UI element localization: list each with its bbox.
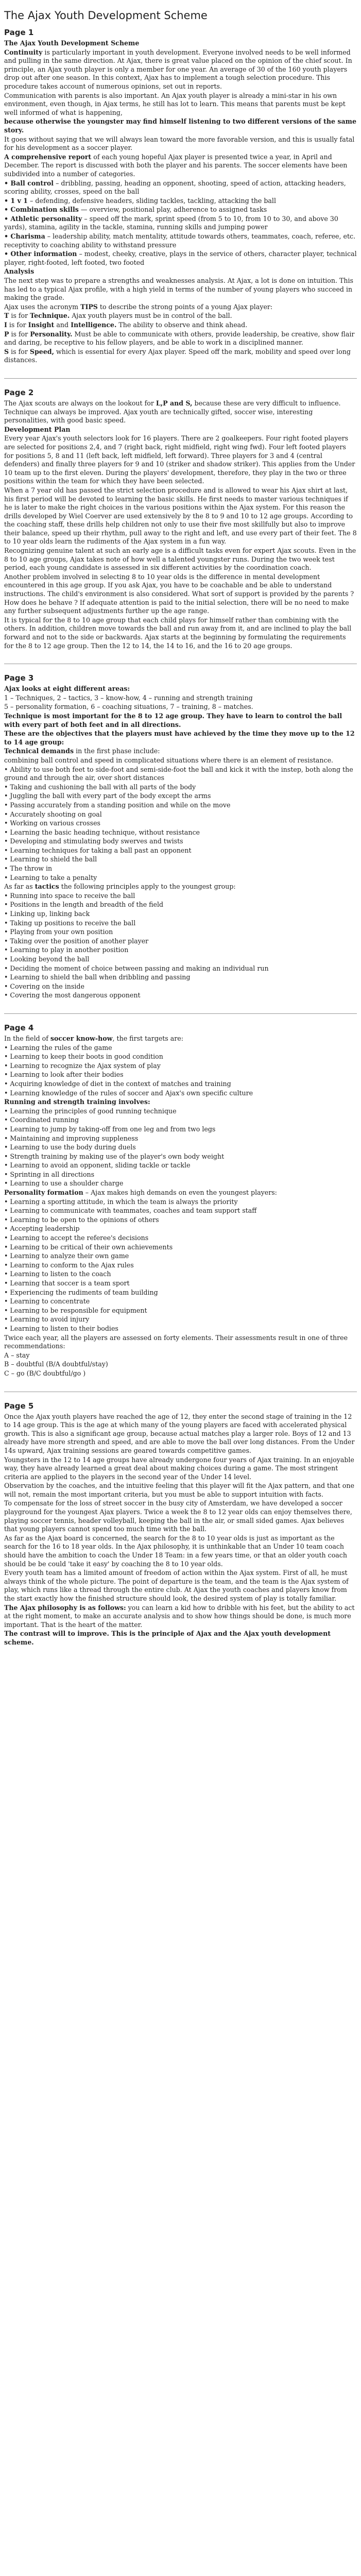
paragraph: • Linking up, linking back: [4, 910, 90, 918]
page-heading: Page 4: [4, 1023, 34, 1032]
paragraph: Observation by the coaches, and the intuitive feeling that this player will fit the Ajax pattern, and that one will not, remain the most important criteria, but you must be able to support intuition with facts.: [4, 1482, 354, 1498]
paragraph: • Learning to communicate with teammates, coaches and team support staff: [4, 1207, 257, 1215]
paragraph: • Taking over the position of another player: [4, 937, 149, 945]
paragraph: [4, 48, 357, 91]
text-run: to describe the strong points of a young Ajax player:: [97, 302, 273, 311]
paragraph: • Learning the principles of good running technique: [4, 1107, 177, 1115]
page-section: [4, 673, 357, 1000]
bold-text: • Charisma: [4, 232, 45, 241]
paragraph: • Ability to use both feet to side-foot and semi-side-foot the ball and kick it with the instep, both along the ground and through the air, over short distances: [4, 765, 353, 782]
paragraph: • Juggling the ball with every part of the body except the arms: [4, 792, 211, 800]
paragraph: • Learning to recognize the Ajax system of play: [4, 1061, 161, 1070]
paragraph: • Learning to avoid injury: [4, 1315, 90, 1324]
bold-text: Continuity: [4, 48, 43, 56]
paragraph: Development Plan: [4, 425, 71, 433]
bold-text: P: [4, 330, 9, 338]
paragraph: It goes without saying that we will always lean toward the more favorable version, and this is usually fatal for his development as a soccer player.: [4, 135, 355, 152]
paragraph: [4, 303, 357, 312]
paragraph: • Learning to conform to the Ajax rules: [4, 1261, 134, 1269]
paragraph: [4, 179, 357, 196]
text-run: is for: [9, 347, 30, 355]
paragraph: Another problem involved in selecting 8 to 10 year olds is the difference in mental development encountered in this age group. If you ask Ajax, you have to be coachable and be able to understand instructions. The child's environment is also considered. What sort of support is provided by the parents ? How does he behave ? If adequate attention is paid to the initial selection, there will be no need to make any further subsequent adjustments further up the age range.: [4, 572, 354, 615]
paragraph: • Playing from your own position: [4, 928, 113, 936]
paragraph: • Learning a sporting attitude, in which the team is always the priority: [4, 1197, 238, 1206]
paragraph: [4, 883, 357, 891]
paragraph: • Learning to listen to their bodies: [4, 1324, 118, 1332]
paragraph: • Deciding the moment of choice between passing and making an individual run: [4, 964, 269, 972]
paragraph: [4, 348, 357, 365]
paragraph: [4, 1189, 357, 1197]
paragraph: [4, 330, 357, 347]
page-section: [4, 388, 357, 650]
paragraph: • Learning to avoid an opponent, sliding tackle or tackle: [4, 1161, 191, 1170]
paragraph: • Covering the most dangerous opponent: [4, 991, 141, 999]
paragraph: • Covering on the inside: [4, 982, 84, 990]
paragraph: Recognizing genuine talent at such an early age is a difficult tasks even for expert Ajax scouts. Even in the 8 to 10 age groups, Ajax takes note of how well a talented youngster runs. During the two week test period, each young candidate is assessed in six different activities by the coordination coach.: [4, 547, 356, 572]
paragraph: combining ball control and speed in complicated situations where there is an element of resistance.: [4, 756, 334, 764]
paragraph: • Learning to accept the referee's decisions: [4, 1234, 149, 1242]
paragraph: • Learning to listen to the coach: [4, 1270, 111, 1278]
text-run: is for: [9, 330, 30, 338]
paragraph: • Developing and stimulating body swerves and twists: [4, 837, 183, 845]
text-run: the following principles apply to the youngest group:: [59, 883, 236, 891]
document-title: The Ajax Youth Development Scheme: [4, 9, 208, 22]
paragraph: • Learning to be critical of their own achievements: [4, 1243, 173, 1251]
paragraph: [4, 1604, 357, 1630]
text-run: – speed off the mark, sprint speed (from 5 to 10, from 10 to 30, and above 30 yards), stamina, agility in the tackle, stamina, running skills and jumping power: [4, 214, 338, 231]
page-heading: Page 5: [4, 1401, 34, 1411]
paragraph: Ajax looks at eight different areas:: [4, 685, 130, 693]
page-heading: Page 1: [4, 28, 34, 37]
paragraph: • Learning to take a penalty: [4, 873, 97, 882]
text-run: The ability to observe and think ahead.: [116, 321, 248, 329]
paragraph: As far as the Ajax board is concerned, the search for the 8 to 10 year olds is just as important as the search for the 16 to 18 year olds. In the Ajax philosophy, it is unthinkable that an Under 10 team coach should have the ambition to coach the Under 18 Team: in a few years time, or that an older youth coach should be be could 'take it easy' by coaching the 8 to 10 year olds.: [4, 1534, 347, 1568]
text-run: because these are very difficult to influence. Technique can always be improved. Ajax youth are technically gifted, soccer wise, interesting personalities, with good basic speed.: [4, 399, 341, 425]
paragraph: • Learning to analyze their own game: [4, 1252, 129, 1260]
paragraph: • Learning to look after their bodies: [4, 1071, 124, 1079]
paragraph: • Acquiring knowledge of diet in the context of matches and training: [4, 1079, 231, 1088]
paragraph: [4, 321, 357, 330]
paragraph: [4, 153, 357, 179]
paragraph: • Learning the basic heading technique, without resistance: [4, 828, 200, 836]
paragraph: Running and strength training involves:: [4, 1098, 150, 1106]
page-heading: Page 2: [4, 387, 34, 397]
bold-text: TIPS: [80, 302, 98, 311]
text-run: As far as: [4, 883, 35, 891]
paragraph: The Ajax Youth Development Scheme: [4, 39, 140, 47]
text-run: in the first phase include:: [74, 747, 160, 755]
paragraph: • Passing accurately from a standing position and while on the move: [4, 801, 231, 809]
paragraph: Analysis: [4, 267, 35, 276]
paragraph: 5 – personality formation, 6 – coaching situations, 7 – training, 8 – matches.: [4, 703, 253, 711]
paragraph: because otherwise the youngster may find himself listening to two different versions of the same story.: [4, 117, 357, 134]
bold-text: • Athletic personality: [4, 214, 82, 223]
bold-text: Insight: [28, 321, 55, 329]
paragraph: • Learning knowledge of the rules of soccer and Ajax's own specific culture: [4, 1089, 253, 1097]
paragraph: Communication with parents is also important. An Ajax youth player is already a mini-star in his own environment, even though, in Ajax terms, he still has lot to learn. This means that parents must be kept well informed of what is happening,: [4, 91, 346, 116]
paragraph: • Accurately shooting on goal: [4, 810, 102, 818]
bold-text: S: [4, 347, 9, 355]
paragraph: • Learning to shield the ball when dribbling and passing: [4, 973, 191, 981]
text-run: – Ajax makes high demands on even the youngest players:: [83, 1189, 277, 1197]
paragraph: These are the objectives that the players must have achieved by the time they move up to the 12 to 14 age group:: [4, 730, 355, 746]
page-section: [4, 28, 357, 365]
paragraph: • Learning to shield the ball: [4, 855, 97, 863]
pages-container: [4, 28, 357, 1647]
bold-text: The Ajax philosophy is as follows:: [4, 1603, 126, 1612]
paragraph: • Looking beyond the ball: [4, 955, 90, 963]
text-run: and: [54, 321, 71, 329]
bold-text: The contrast will to improve. This is the principle of Ajax and the Ajax youth development scheme.: [4, 1630, 331, 1646]
text-run: Ajax uses the acronym: [4, 302, 81, 311]
paragraph: • Taking and cushioning the ball with all parts of the body: [4, 783, 196, 791]
paragraph: • Learning to be responsible for equipment: [4, 1306, 147, 1314]
text-run: — overview, positional play, adherence to assigned tasks: [78, 206, 267, 214]
paragraph: • Learning to jump by taking-off from one leg and from two legs: [4, 1125, 216, 1133]
paragraph: • Learning to concentrate: [4, 1297, 90, 1306]
bold-text: soccer know-how: [50, 1034, 113, 1042]
text-run: In the field of: [4, 1034, 50, 1042]
paragraph: • Learning to use the body during duels: [4, 1143, 136, 1151]
text-run: Ajax youth players must be in control of the ball.: [70, 312, 232, 320]
paragraph: Technique is most important for the 8 to 12 age group. They have to learn to control the ball with every part of both feet and in all directions.: [4, 711, 342, 728]
bold-text: Personality formation: [4, 1189, 83, 1197]
paragraph: • Positions in the length and breadth of the field: [4, 901, 164, 909]
paragraph: • Coordinated running: [4, 1116, 79, 1124]
text-run: is for: [9, 312, 30, 320]
text-run: you can learn a kid how to dribble with his feet, but the ability to act at the right moment, to make an accurate analysis and to show how things should be done, is much more important. That is the heart of the matter.: [4, 1603, 355, 1629]
paragraph: B – doubtful (B/A doubtful/stay): [4, 1360, 108, 1368]
bold-text: Personality.: [30, 330, 73, 338]
paragraph: [4, 250, 357, 267]
paragraph: • Learning the rules of the game: [4, 1043, 112, 1052]
paragraph: • Working on various crosses: [4, 819, 100, 827]
bold-text: Intelligence.: [71, 321, 117, 329]
page-heading: Page 3: [4, 673, 34, 683]
paragraph: The next step was to prepare a strengths and weaknesses analysis. At Ajax, a lot is done on intuition. This has led to a typical Ajax profile, with a high yield in terms of the number of young players who succeed in making the grade.: [4, 277, 354, 302]
bold-text: • 1 v 1: [4, 196, 28, 205]
text-run: The Ajax scouts are always on the lookout for: [4, 399, 156, 407]
paragraph: [4, 206, 357, 214]
paragraph: [4, 1630, 357, 1647]
paragraph: Every youth team has a limited amount of freedom of action within the Ajax system. First of all, he must always think of the whole picture. The point of departure is the team, and the team is the Ajax system of play, which runs like a thread through the entire club. At Ajax the youth coaches and players know from the start exactly how the finished structure should look, the desired system of play is totally familiar.: [4, 1569, 349, 1602]
bold-text: • Combination skills: [4, 206, 79, 214]
text-run: , the first targets are:: [112, 1034, 183, 1042]
bold-text: • Other information: [4, 250, 77, 258]
text-run: – defending, defensive headers, sliding tackles, tackling, attacking the ball: [28, 196, 276, 205]
paragraph: • Learning that soccer is a team sport: [4, 1279, 130, 1287]
paragraph: [4, 1035, 357, 1043]
page-separator: [4, 378, 357, 379]
text-run: – leadership ability, match mentality, attitude towards others, teammates, coach, referee, etc. receptivity to coaching ability to withstand pressure: [4, 232, 356, 249]
paragraph: • Strength training by making use of the player's own body weight: [4, 1152, 225, 1160]
paragraph: [4, 215, 357, 232]
paragraph: [4, 399, 357, 425]
paragraph: When a 7 year old has passed the strict selection procedure and is allowed to wear his Ajax shirt at last, his first period will be devoted to learning the basic skills. He first needs to master various techniques if he is later to make the right choices in the various positions within the Ajax system. For this reason the drills developed by Wiel Coerver are used extensively by the 8 to 9 and 10 to 12 age groups. According to the coaching staff, these drills help children not only to use their five most skillfully but also to improve their balance, speed up their rhythm, pull away to the right and left, and use every part of their feet. The 8 to 10 year olds learn the rudiments of the Ajax system in a fun way.: [4, 486, 357, 546]
paragraph: [4, 232, 357, 249]
bold-text: Technique.: [30, 312, 70, 320]
page-separator: [4, 1013, 357, 1014]
text-run: which is essential for every Ajax player. Speed off the mark, mobility and speed over long distances.: [4, 347, 351, 364]
paragraph: A – stay: [4, 1351, 30, 1359]
paragraph: [4, 312, 357, 320]
text-run: – dribbling, passing, heading an opponent, shooting, speed of action, attacking headers, scoring ability, crosses, speed on the ball: [4, 179, 346, 196]
paragraph: • Maintaining and improving suppleness: [4, 1134, 139, 1142]
text-run: – modest, cheeky, creative, plays in the service of others, character player, technical player, right-footed, left footed, two footed: [4, 250, 357, 266]
bold-text: T: [4, 312, 9, 320]
paragraph: Twice each year, all the players are assessed on forty elements. Their assessments result in one of three recommendations:: [4, 1333, 348, 1350]
paragraph: • Accepting leadership: [4, 1225, 80, 1233]
text-run: is for: [7, 321, 28, 329]
paragraph: [4, 747, 357, 756]
paragraph: • Learning to use a shoulder charge: [4, 1179, 124, 1188]
paragraph: Youngsters in the 12 to 14 age groups have already undergone four years of Ajax training. In an enjoyable way, they have already learned a great deal about making choices during a game. The most stringent criteria are applied to the players in the second year of the Under 14 level.: [4, 1455, 354, 1481]
paragraph: C – go (B/C doubtful/go ): [4, 1369, 86, 1377]
page-section: [4, 1023, 357, 1378]
paragraph: • Learning to keep their boots in good condition: [4, 1053, 163, 1061]
paragraph: It is typical for the 8 to 10 age group that each child plays for himself rather than combining with the others. In addition, children move towards the ball and run away from it, and are inclined to play the ball forward and not to the side or backwards. Ajax starts at the beginning by formulating the requirements for the 8 to 12 age group. Then the 12 to 14, the 14 to 16, and the 16 to 20 age groups.: [4, 616, 352, 650]
paragraph: • Learning techniques for taking a ball past an opponent: [4, 846, 192, 854]
bold-text: Technical demands: [4, 747, 74, 755]
text-run: Must be able to communicate with others, provide leadership, be creative, show flair and daring, be receptive to his fellow players, and be able to work in a disciplined manner.: [4, 330, 355, 347]
bold-text: L,P and S,: [156, 399, 193, 407]
text-run: is particularly important in youth development. Everyone involved needs to be well informed and pulling in the same direction. At Ajax, there is great value placed on the opinion of the chief scout. In principle, an Ajax youth player is only a member for one year. An average of 30 of the 160 youth players drop out after one season. In this context, Ajax has to implement a tough selection procedure. This procedure takes account of numerous opinions, set out in reports.: [4, 48, 352, 90]
bold-text: I: [4, 321, 7, 329]
paragraph: 1 – Techniques, 2 – tactics, 3 – know-how, 4 – running and strength training: [4, 693, 253, 702]
bold-text: Speed,: [29, 347, 54, 355]
paragraph: • Learning to play in another position: [4, 946, 129, 954]
paragraph: Every year Ajax's youth selectors look for 16 players. There are 2 goalkeepers. Four right footed players are selected for positions 2,4, and 7 (right back, right midfield, right wing fwd). Four left footed players for positions 5, 8 and 11 (left back, left midfield, left forward). Three players for 3 and 4 (central defenders) and finally three players for 9 and 10 (striker and shadow striker). This applies from the Under 10 team up to the first eleven. During the players' development, therefore, they play in the two or three positions within the team for which they have been selected.: [4, 434, 355, 485]
paragraph: Once the Ajax youth players have reached the age of 12, they enter the second stage of training in the 12 to 14 age group. This is the age at which many of the young players are faced with accelerated physical growth. This is also a significant age group, because actual matches play a larger role. Boys of 12 and 13 already have more strength and speed, and are able to move the ball over long distances. From the Under 14s upward, Ajax training sessions are geared towards competitive games.: [4, 1412, 355, 1454]
paragraph: [4, 197, 357, 206]
bold-text: • Ball control: [4, 179, 54, 187]
paragraph: • Running into space to receive the ball: [4, 891, 135, 900]
bold-text: tactics: [35, 883, 59, 891]
paragraph: To compensate for the loss of street soccer in the busy city of Amsterdam, we have developed a soccer playground for the youngest Ajax players. Twice a week the 8 to 12 year olds can enjoy themselves there, playing soccer tennis, header volleyball, keeping the ball in the air, or small sided games. Ajax believes that young players cannot spend too much time with the ball.: [4, 1499, 352, 1533]
page-section: [4, 1401, 357, 1647]
paragraph: • Learning to be open to the opinions of others: [4, 1215, 159, 1224]
paragraph: • Taking up positions to receive the ball: [4, 919, 136, 927]
paragraph: • The throw in: [4, 865, 53, 873]
text-run: of each young hopeful Ajax player is presented twice a year, in April and December. The report is discussed with both the player and his parents. The soccer elements have been subdivided into a number of categories.: [4, 152, 348, 178]
paragraph: • Sprinting in all directions: [4, 1170, 95, 1178]
bold-text: A comprehensive report: [4, 152, 92, 161]
paragraph: • Experiencing the rudiments of team building: [4, 1288, 158, 1296]
